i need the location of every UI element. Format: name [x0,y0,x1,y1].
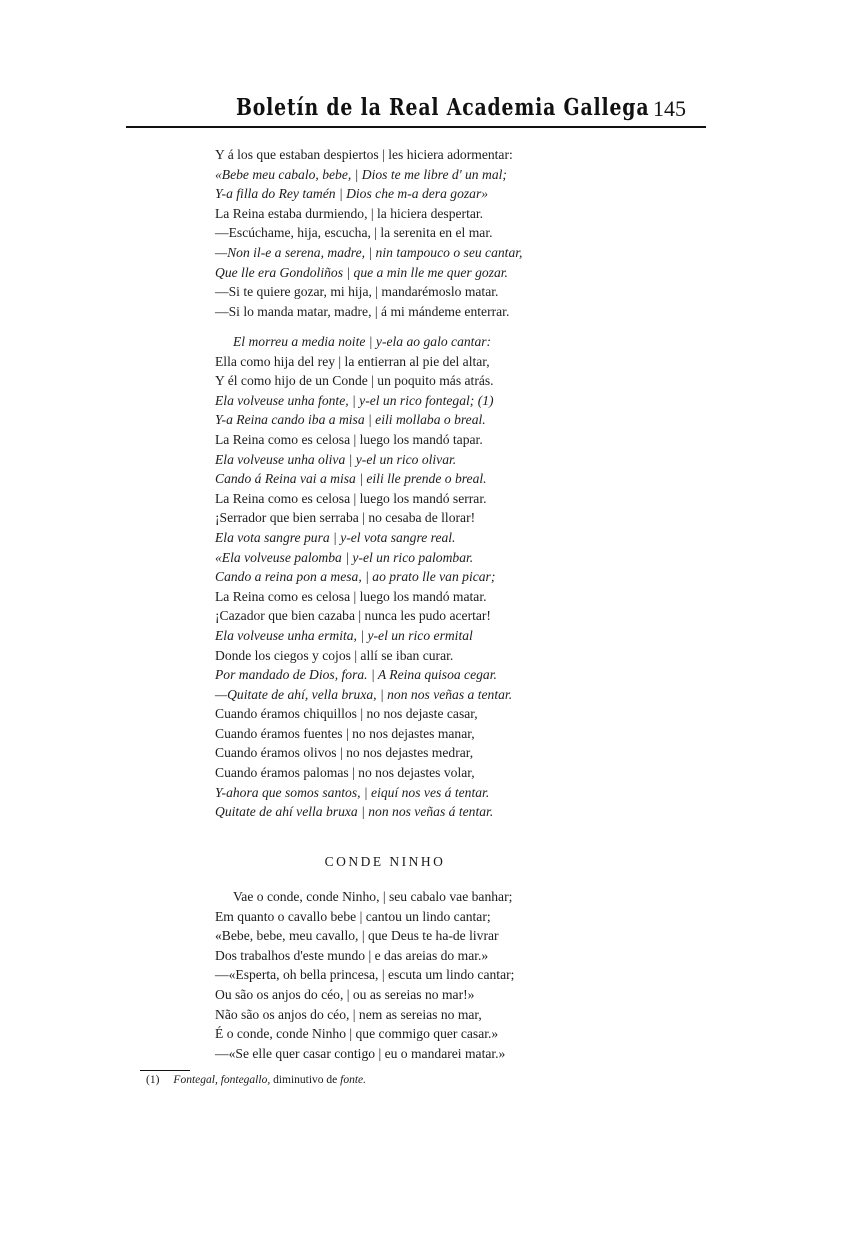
verse-line: ¡Cazador que bien cazaba | nunca les pudo acertar! [215,608,491,624]
verse-line: Que lle era Gondoliños | que a min lle me quer gozar. [215,264,508,280]
verse-line: Cando a reina pon a mesa, | ao prato lle van picar; [215,569,496,585]
journal-title: Boletín de la Real Academia Gallega [236,94,650,121]
verse-line: La Reina estaba durmiendo, | la hiciera despertar. [215,205,484,221]
verse-line: Vae o conde, conde Ninho, | seu cabalo vae banhar; [233,889,513,904]
verse-line: La Reina como es celosa | luego los mandó serrar. [215,490,487,506]
verse-line: Em quanto o cavallo bebe | cantou un lindo cantar; [215,908,491,924]
verse-line: Ela volveuse unha fonte, | y-el un rico fontegal; (1) [215,392,494,408]
poem-stanza-3 [215,887,514,1063]
verse-line: Ela vota sangre pura | y-el vota sangre real. [215,529,456,545]
section-title: CONDE NINHO [324,854,446,869]
verse-line: Cando á Reina vai a misa | eili lle prende o breal. [215,471,487,487]
verse-line: Ela volveuse unha ermita, | y-el un rico ermital [215,627,473,643]
verse-line: Cuando éramos fuentes | no nos dejastes manar, [215,725,475,741]
verse-line: «Bebe, bebe, meu cavallo, | que Deus te ha-de livrar [215,928,499,944]
verse-line: —Non il-e a serena, madre, | nin tampouco o seu cantar, [215,244,523,260]
verse-line: «Bebe meu cabalo, bebe, | Dios te me libre d' un mal; [215,166,507,182]
verse-line: Cuando éramos chiquillos | no nos dejaste casar, [215,706,478,722]
verse-line: Ela volveuse unha oliva | y-el un rico olivar. [215,451,457,467]
poem-stanza-1 [215,145,522,321]
verse-line: Não são os anjos do céo, | nem as sereias no mar, [215,1006,482,1022]
verse-line: —Quitate de ahí, vella bruxa, | non nos veñas a tentar. [215,686,513,702]
verse-line: Por mandado de Dios, fora. | A Reina quisoa cegar. [215,667,497,683]
verse-line: Donde los ciegos y cojos | allí se iban curar. [215,647,454,663]
poem-stanza-2 [215,332,512,822]
verse-line: Y á los que estaban despiertos | les hiciera adormentar: [215,147,513,162]
verse-line: Ou são os anjos do céo, | ou as sereias no mar!» [215,986,475,1002]
footnote-words: Fontegal, fontegallo, [173,1074,271,1086]
verse-line: É o conde, conde Ninho | que commigo quer casar.» [215,1026,499,1042]
verse-line: Cuando éramos olivos | no nos dejastes medrar, [215,745,474,761]
footnote-desc: diminutivo de [273,1074,338,1086]
running-header [126,94,706,126]
verse-line: Quitate de ahí vella bruxa | non nos veñas á tentar. [215,804,494,820]
footnote [146,1074,366,1086]
verse-line: Y él como hijo de un Conde | un poquito más atrás. [215,373,494,389]
verse-line: La Reina como es celosa | luego los mandó tapar. [215,431,483,447]
page-number: 145 [653,96,686,121]
header-rule [126,126,706,128]
verse-line: —Si te quiere gozar, mi hija, | mandarémoslo matar. [215,284,499,300]
verse-line: La Reina como es celosa | luego los mandó matar. [215,588,487,604]
verse-line: «Ela volveuse palomba | y-el un rico palombar. [215,549,474,565]
verse-line: Dos trabalhos d'este mundo | e das areias do mar.» [215,947,489,963]
footnote-rule [140,1070,190,1071]
verse-line: Cuando éramos palomas | no nos dejastes volar, [215,765,475,781]
verse-line: El morreu a media noite | y-ela ao galo cantar: [233,334,492,349]
verse-line: Y-a filla do Rey tamén | Dios che m-a dera gozar» [215,186,489,202]
verse-line: —Si lo manda matar, madre, | á mi mándeme enterrar. [215,303,510,319]
verse-line: Y-a Reina cando iba a misa | eili mollaba o breal. [215,412,486,428]
footnote-mark: (1) [146,1074,160,1086]
verse-line: —Escúchame, hija, escucha, | la serenita en el mar. [215,225,493,241]
verse-line: ¡Serrador que bien serraba | no cesaba de llorar! [215,510,476,526]
verse-line: —«Se elle quer casar contigo | eu o mandarei matar.» [215,1045,506,1061]
verse-line: —«Esperta, oh bella princesa, | escuta um lindo cantar; [215,967,515,983]
verse-line: Ella como hija del rey | la entierran al pie del altar, [215,353,490,369]
footnote-root: fonte. [340,1074,367,1086]
verse-line: Y-ahora que somos santos, | eiquí nos ves á tentar. [215,784,490,800]
